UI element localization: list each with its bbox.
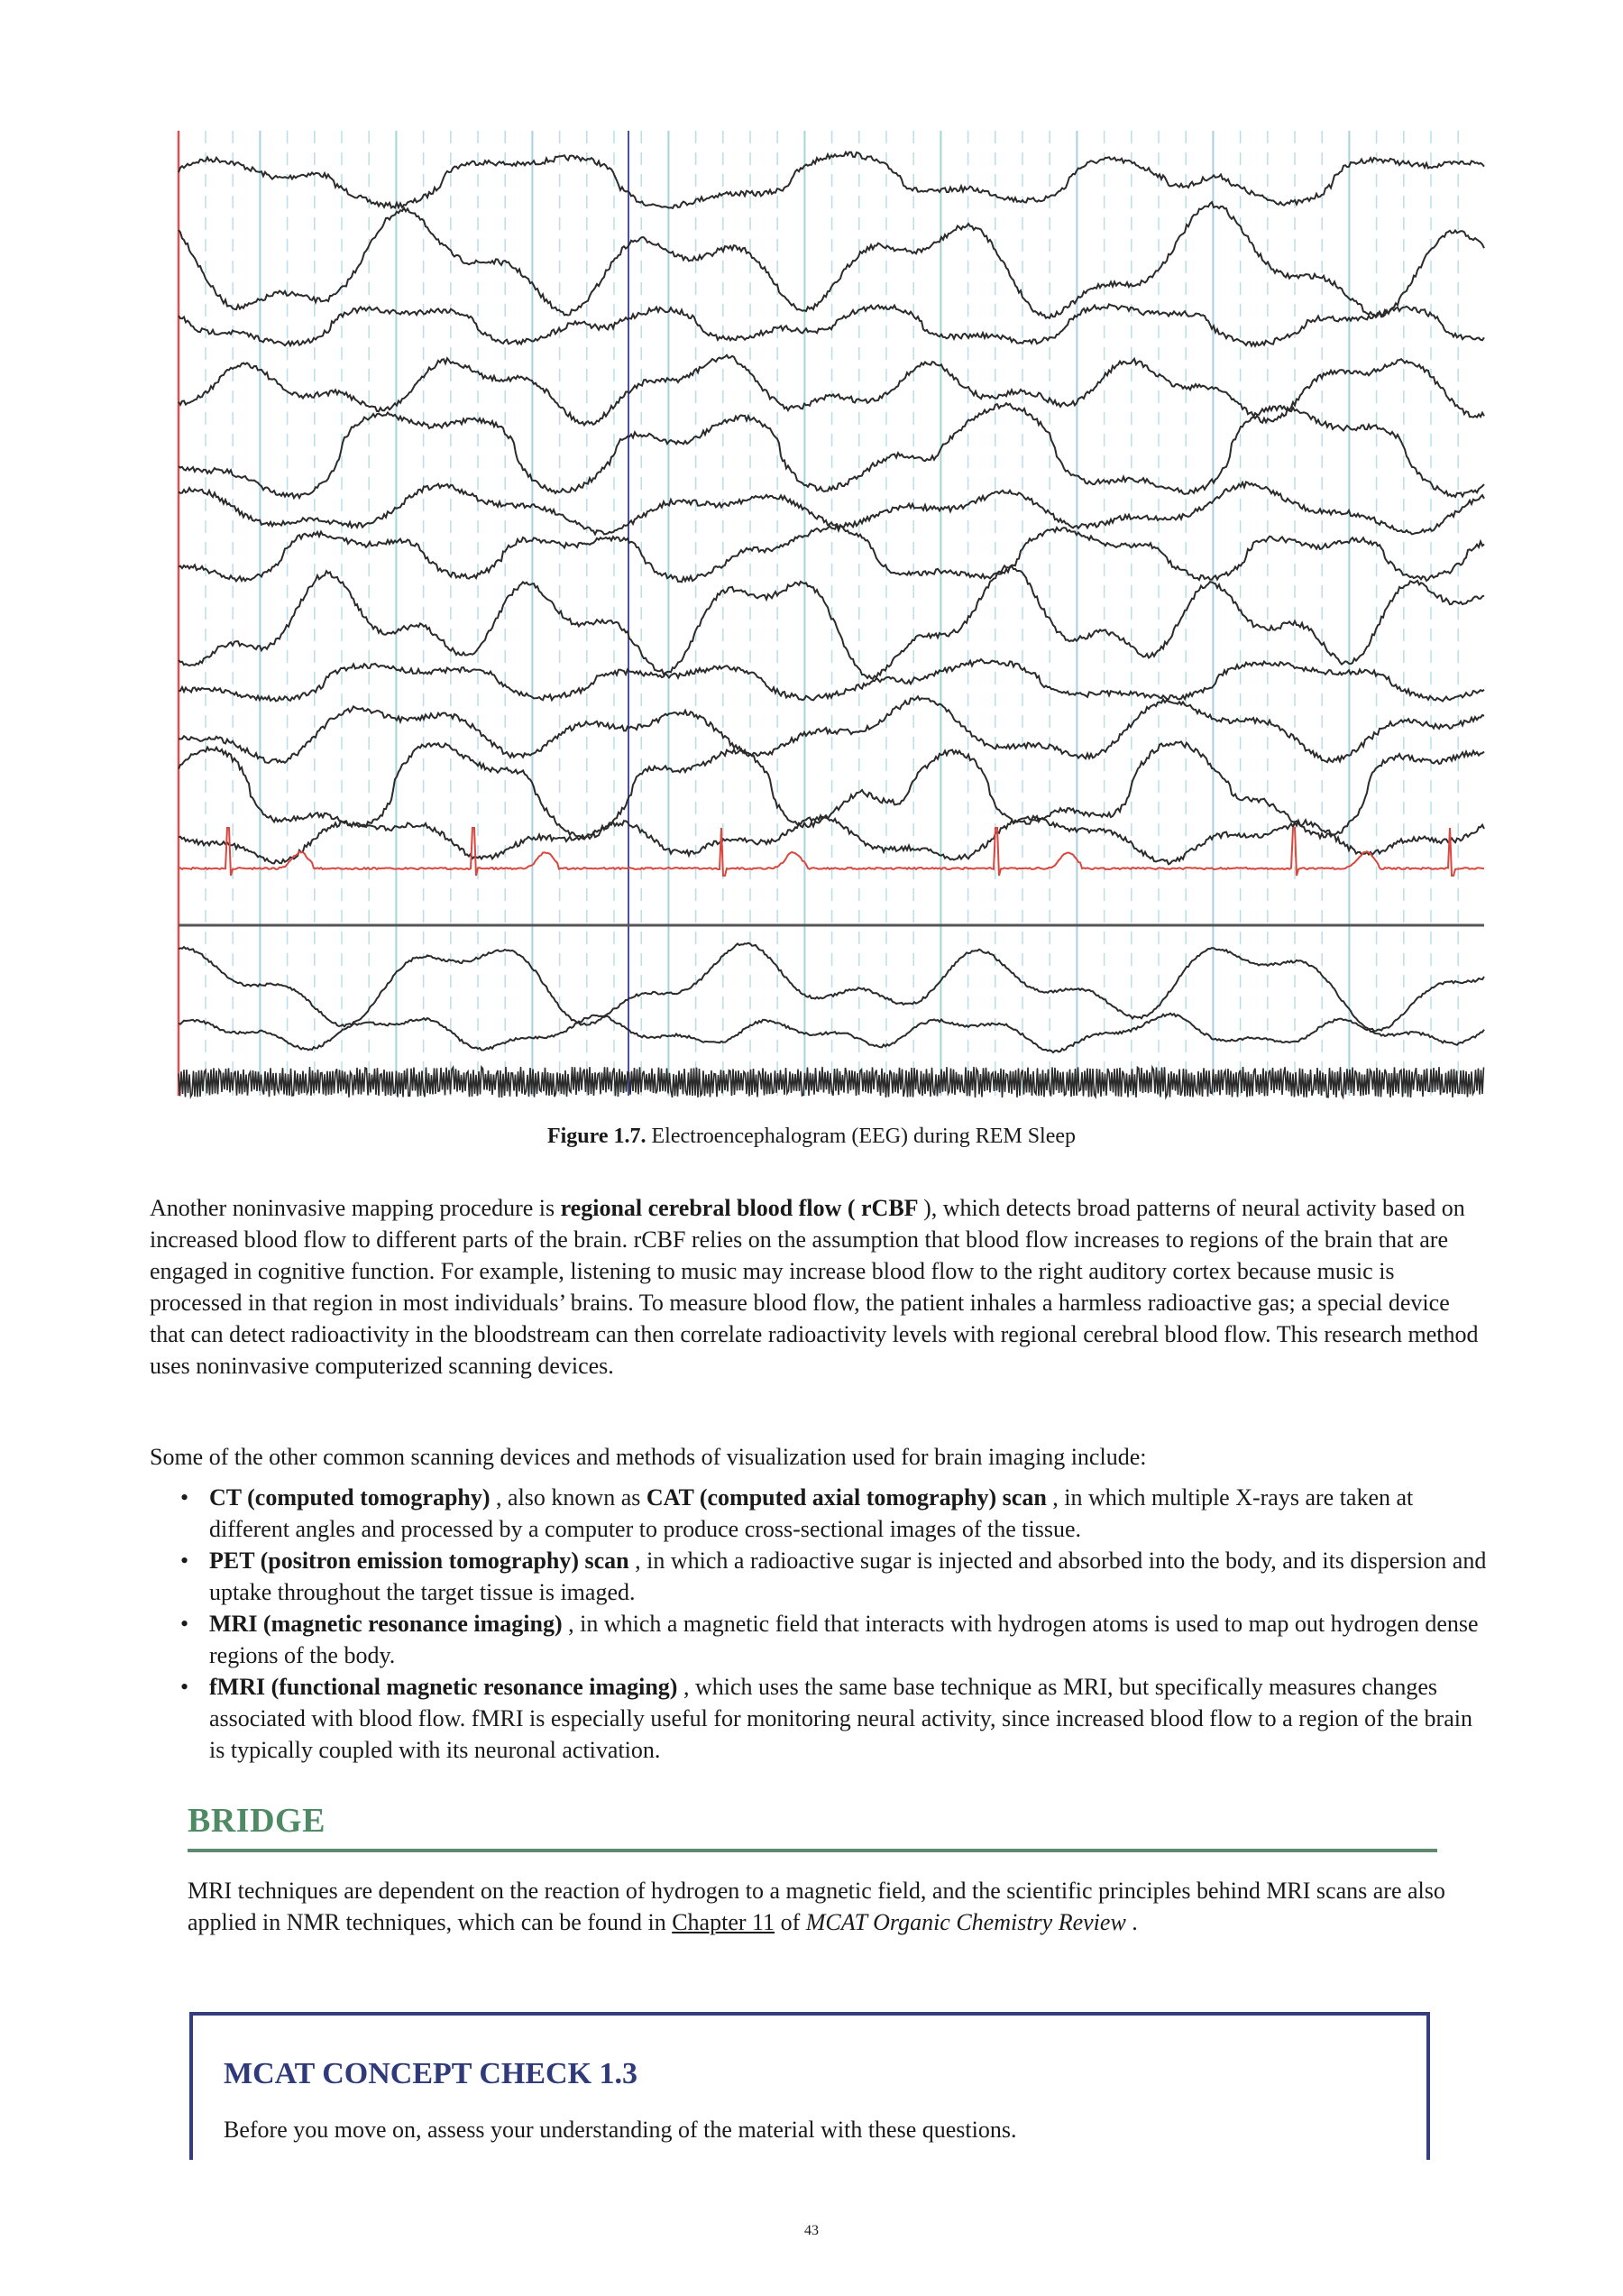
- list-item-text: , in which multiple X-rays are taken at different angles and processed by a computer to produce cross-sectional images of the tissue.: [209, 1484, 1414, 1542]
- paragraph-rcbf: [150, 1192, 1484, 1382]
- concept-check-title: MCAT CONCEPT CHECK 1.3: [224, 2057, 638, 2090]
- eeg-figure: [171, 131, 1497, 1114]
- bullet-icon: •: [180, 1674, 189, 1700]
- term-cat: CAT (computed axial tomography) scan: [646, 1484, 1047, 1511]
- paragraph-devices-intro: Some of the other common scanning devices and methods of visualization used for brain imaging include:: [150, 1444, 1147, 1470]
- term-rcbf: regional cerebral blood flow ( rCBF: [560, 1195, 924, 1221]
- eeg-trace: [179, 696, 1484, 763]
- list-item-mri: [150, 1608, 1493, 1671]
- bullet-icon: •: [180, 1484, 189, 1511]
- list-item-ct: [150, 1482, 1493, 1545]
- bridge-text-of: of: [775, 1909, 806, 1935]
- bullet-icon: •: [180, 1548, 189, 1574]
- bridge-text-end: .: [1125, 1909, 1138, 1935]
- concept-check-intro: Before you move on, assess your understanding of the material with these questions.: [224, 2117, 1017, 2143]
- bridge-text-lead: MRI techniques are dependent on the reaction of hydrogen to a magnetic field, and the scientific principles behind MRI scans are also applied in NMR techniques, which can be found in: [188, 1878, 1445, 1935]
- concept-check-box: [189, 2012, 1430, 2160]
- book-title: MCAT Organic Chemistry Review: [805, 1909, 1126, 1935]
- chapter-11-link[interactable]: Chapter 11: [672, 1909, 775, 1935]
- paragraph-rcbf-body: ), which detects broad patterns of neural activity based on increased blood flow to different parts of the brain. rCBF relies on the assumption that blood flow increases to regions of the brain that are engaged in cognitive function. For example, listening to music may increase blood flow to the right auditory cortex because music is processed in that region in most individuals’ brains. To measure blood flow, the patient inhales a harmless radioactive gas; a special device that can detect radioactivity in the bloodstream can then correlate radioactivity levels with regional cerebral blood flow. This research method uses noninvasive computerized scanning devices.: [150, 1195, 1479, 1379]
- figure-caption-text: Electroencephalogram (EEG) during REM Sleep: [651, 1125, 1077, 1148]
- term-mri: MRI (magnetic resonance imaging): [209, 1611, 563, 1637]
- list-item-text: , which uses the same base technique as MRI, but specifically measures changes associated with blood flow. fMRI is especially useful for monitoring neural activity, since increased blood flow to a region of the brain is typically coupled with its neuronal activation.: [209, 1674, 1472, 1763]
- bridge-divider: [188, 1849, 1437, 1852]
- bridge-heading: BRIDGE: [188, 1802, 326, 1840]
- list-item-text: , also known as: [490, 1484, 646, 1511]
- figure-caption: [0, 1125, 1623, 1149]
- bullet-icon: •: [180, 1611, 189, 1637]
- paragraph-rcbf-lead: Another noninvasive mapping procedure is: [150, 1195, 561, 1221]
- list-item-fmri: [150, 1671, 1493, 1766]
- emg-trace: [179, 1067, 1484, 1097]
- list-item-text: , in which a magnetic field that interacts with hydrogen atoms is used to map out hydrogen dense regions of the body.: [209, 1611, 1479, 1668]
- figure-label: Figure 1.7.: [546, 1125, 646, 1148]
- term-pet: PET (positron emission tomography) scan: [209, 1548, 629, 1574]
- devices-list: [150, 1482, 1493, 1766]
- page-number: 43: [804, 2223, 819, 2238]
- term-ct: CT (computed tomography): [209, 1484, 491, 1511]
- term-fmri: fMRI (functional magnetic resonance imaging): [209, 1674, 678, 1700]
- bridge-text: [188, 1875, 1468, 1938]
- list-item-text: , in which a radioactive sugar is injected and absorbed into the body, and its dispersion and uptake throughout the target tissue is imaged.: [209, 1548, 1487, 1605]
- list-item-pet: [150, 1545, 1493, 1608]
